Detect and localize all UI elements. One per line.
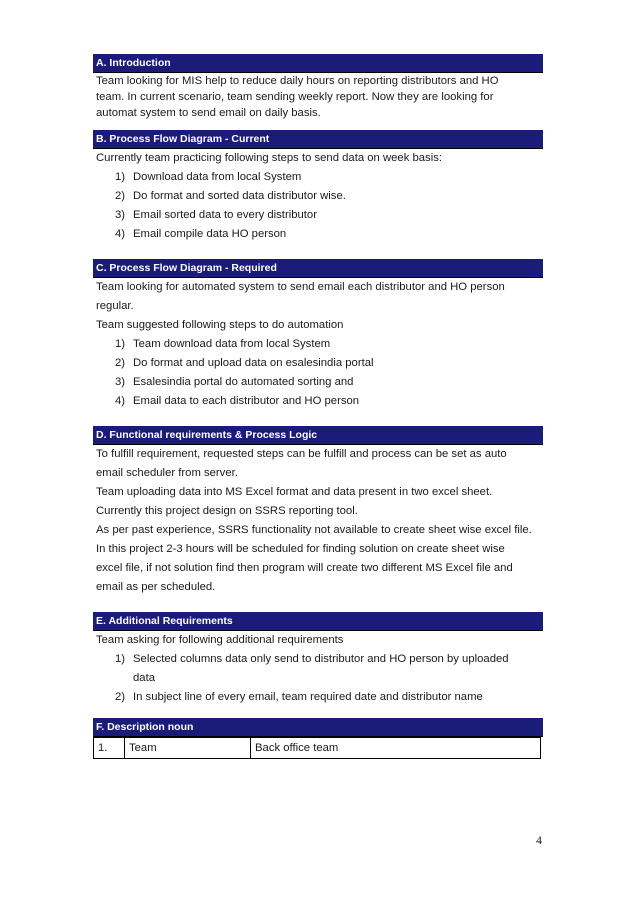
paragraph-line: In this project 2-3 hours will be scheduled for finding solution on create sheet wise: [96, 543, 505, 555]
table-row: [94, 738, 541, 759]
list-item: 4) Email compile data HO person: [115, 228, 287, 240]
paragraph-line: Team asking for following additional requirements: [96, 634, 344, 646]
list-item: 2) In subject line of every email, team required date and distributor name: [115, 691, 483, 703]
paragraph-line: Currently team practicing following steps to send data on week basis:: [96, 152, 442, 164]
section-description-noun: [93, 718, 543, 759]
paragraph-line: Team suggested following steps to do automation: [96, 319, 344, 331]
section-header: D. Functional requirements & Process Logic: [93, 426, 543, 445]
section-process-current: [93, 130, 543, 244]
list-item: 1) Selected columns data only send to distributor and HO person by uploaded: [115, 653, 509, 665]
paragraph-line: excel file, if not solution find then program will create two different MS Excel file and: [96, 562, 513, 574]
section-introduction: [93, 54, 543, 121]
noun-table: [93, 737, 541, 759]
paragraph-line: Team looking for MIS help to reduce daily hours on reporting distributors and HO: [96, 75, 499, 87]
list-item: 3) Email sorted data to every distributor: [115, 209, 317, 221]
section-functional-requirements: [93, 426, 543, 597]
document-page: [93, 54, 543, 759]
section-header: C. Process Flow Diagram - Required: [93, 259, 543, 278]
paragraph-line: regular.: [96, 300, 134, 312]
paragraph-line: email scheduler from server.: [96, 467, 238, 479]
list-item: 3) Esalesindia portal do automated sorting and: [115, 376, 354, 388]
section-header: A. Introduction: [93, 54, 543, 73]
list-item: 2) Do format and upload data on esalesindia portal: [115, 357, 374, 369]
term-cell: Team: [125, 738, 251, 759]
paragraph-line: Currently this project design on SSRS reporting tool.: [96, 505, 358, 517]
section-process-required: [93, 259, 543, 411]
section-header: E. Additional Requirements: [93, 612, 543, 631]
page-number: 4: [536, 833, 542, 847]
paragraph-line: Team uploading data into MS Excel format and data present in two excel sheet.: [96, 486, 493, 498]
description-cell: Back office team: [251, 738, 541, 759]
section-header: B. Process Flow Diagram - Current: [93, 130, 543, 149]
list-item: 1) Download data from local System: [115, 171, 302, 183]
paragraph-line: email as per scheduled.: [96, 581, 216, 593]
list-item: 4) Email data to each distributor and HO person: [115, 395, 360, 407]
section-additional-requirements: [93, 612, 543, 707]
row-number: 1.: [94, 738, 125, 759]
list-item: 2) Do format and sorted data distributor wise.: [115, 190, 346, 202]
list-item-continuation: data: [133, 672, 155, 684]
paragraph-line: team. In current scenario, team sending weekly report. Now they are looking for: [96, 91, 494, 103]
paragraph-line: To fulfill requirement, requested steps can be fulfill and process can be set as auto: [96, 448, 507, 460]
paragraph-line: Team looking for automated system to send email each distributor and HO person: [96, 281, 505, 293]
paragraph-line: automat system to send email on daily basis.: [96, 107, 321, 119]
section-header: F. Description noun: [93, 718, 543, 737]
paragraph-line: As per past experience, SSRS functionality not available to create sheet wise excel file.: [96, 524, 532, 536]
list-item: 1) Team download data from local System: [115, 338, 331, 350]
